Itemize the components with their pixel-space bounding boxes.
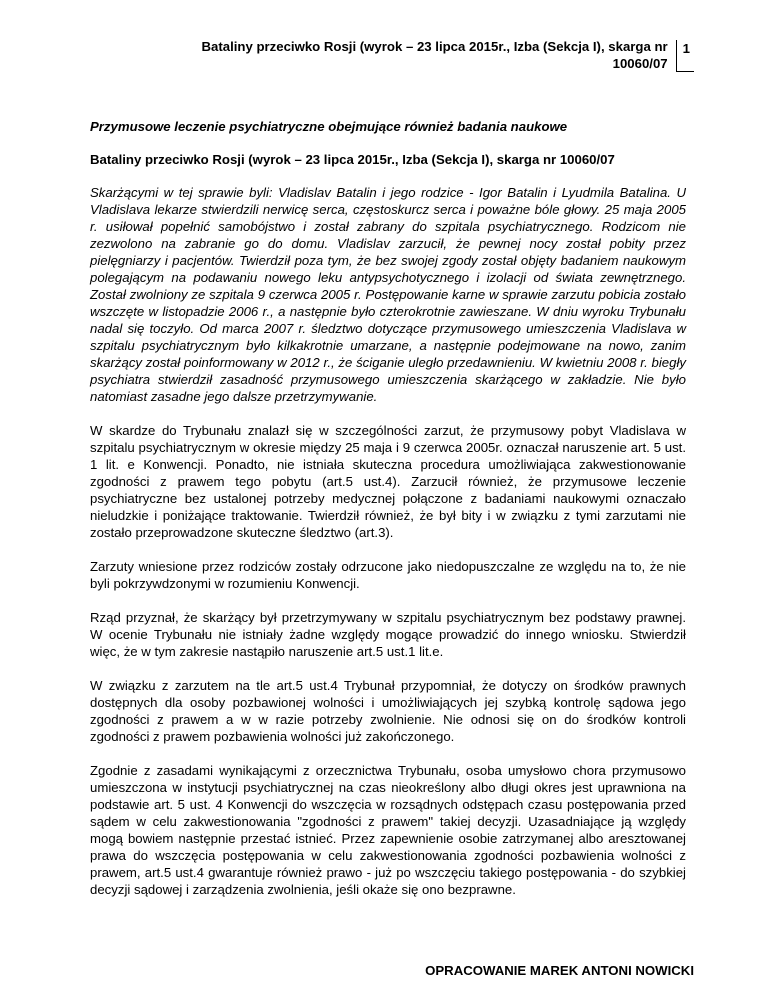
paragraph-complaint: W skardze do Trybunału znalazł się w szczególności zarzut, że przymusowy pobyt Vladislava w szpitalu psychiatrycznym w okresie między 25 maja i 9 czerwca 2005r. oznaczał naruszenie art. 5 ust. 1 lit. e Konwencji. Ponadto, nie istniała skuteczna procedura umożliwiająca zakwestionowanie zgodności z prawem tego pobytu (art.5 ust.4). Zarzucił również, że przymusowe leczenie psychiatryczne bez ustalonej potrzeby medycznej połączone z badaniami naukowymi oznaczało nieludzkie i poniżające traktowanie. Twierdził również, że był bity i w związku z tymi zarzutami nie zostało przeprowadzone skuteczne śledztwo (art.3). (90, 423, 686, 540)
subject-title: Przymusowe leczenie psychiatryczne obejmujące również badania naukowe (90, 119, 568, 134)
paragraph-government: Rząd przyznał, że skarżący był przetrzymywany w szpitalu psychiatrycznym bez podstawy prawnej. W ocenie Trybunału nie istniały żadne względy mogące prowadzić do innego wniosku. Stwierdził więc, że w tym zakresie nastąpiło naruszenie art.5 ust.1 lit.e. (90, 610, 686, 659)
paragraph-parents: Zarzuty wniesione przez rodziców zostały odrzucone jako niedopuszczalne ze względu na to, że nie byli pokrzywdzonymi w rozumieniu Konwencji. (90, 559, 686, 591)
document-body (90, 118, 686, 915)
header-title-line2: 10060/07 (612, 56, 668, 71)
header-title-line1: Bataliny przeciwko Rosji (wyrok – 23 lipca 2015r., Izba (Sekcja I), skarga nr (201, 39, 668, 54)
header-title (201, 38, 675, 72)
paragraph-principles: Zgodnie z zasadami wynikającymi z orzecznictwa Trybunału, osoba umysłowo chora przymusowo umieszczona w instytucji psychiatrycznej na czas nieokreślony albo długi okres jest uprawniona na podstawie art. 5 ust. 4 Konwencji do wszczęcia w rozsądnych odstępach czasu postępowania przed sądem w celu zakwestionowania "zgodności z prawem" takiej decyzji. Uzasadniające ją względy mogą bowiem następnie przestać istnieć. Przez zapewnienie osobie zatrzymanej albo aresztowanej prawa do wszczęcia postępowania w celu zakwestionowania zgodności pozbawienia wolności z prawem, art.5 ust.4 gwarantuje również prawo - już po wszczęciu takiego postępowania - do szybkiej decyzji sądowej i zarządzenia zwolnienia, jeśli okaże się ono bezprawne. (90, 763, 686, 897)
page-number: 1 (676, 40, 694, 72)
paragraph-art5-4: W związku z zarzutem na tle art.5 ust.4 Trybunał przypomniał, że dotyczy on środków prawnych dostępnych dla osoby pozbawionej wolności i umożliwiających jej szybką kontrolę sądowa jego zgodności z prawem a w w razie potrzeby zwolnienie. Nie odnosi się on do środków kontroli zgodności z prawem pozbawienia wolności już zakończonego. (90, 678, 686, 744)
footer-author: OPRACOWANIE MAREK ANTONI NOWICKI (425, 963, 694, 978)
paragraph-facts: Skarżącymi w tej sprawie byli: Vladislav Batalin i jego rodzice - Igor Batalin i Lyudmila Batalina. U Vladislava lekarze stwierdzili nerwicę serca, częstoskurcz serca i poważne bóle głowy. 25 maja 2005 r. usiłował popełnić samobójstwo i został zabrany do szpitala psychiatrycznego. Rodzicom nie zezwolono na zabranie go do domu. Vladislav zarzucił, że pewnej nocy został pobity przez pielęgniarzy i pacjentów. Twierdził poza tym, że bez swojej zgody został objęty badaniem naukowym polegającym na podawaniu nowego leku antypsychotycznego i izolacji od świata zewnętrznego. Został zwolniony ze szpitala 9 czerwca 2005 r. Postępowanie karne w sprawie zarzutu pobicia zostało wszczęte w listopadzie 2006 r., a następnie było czterokrotnie zawieszane. W dniu wyroku Trybunału nadal się toczyło. Od marca 2007 r. śledztwo dotyczące przymusowego umieszczenia Vladislava w szpitalu psychiatrycznym było kilkakrotnie umarzane, a następnie podejmowane na nowo, zanim skarżący został poinformowany w 2012 r., że ściganie uległo przedawnieniu. W kwietniu 2008 r. biegły psychiatra stwierdził zasadność przymusowego umieszczenia skarżącego w zakładzie. Nie było natomiast zasadne jego dalsze przetrzymywanie. (90, 185, 686, 404)
page-header (80, 38, 694, 72)
case-title: Bataliny przeciwko Rosji (wyrok – 23 lipca 2015r., Izba (Sekcja I), skarga nr 10060/07 (90, 152, 615, 167)
